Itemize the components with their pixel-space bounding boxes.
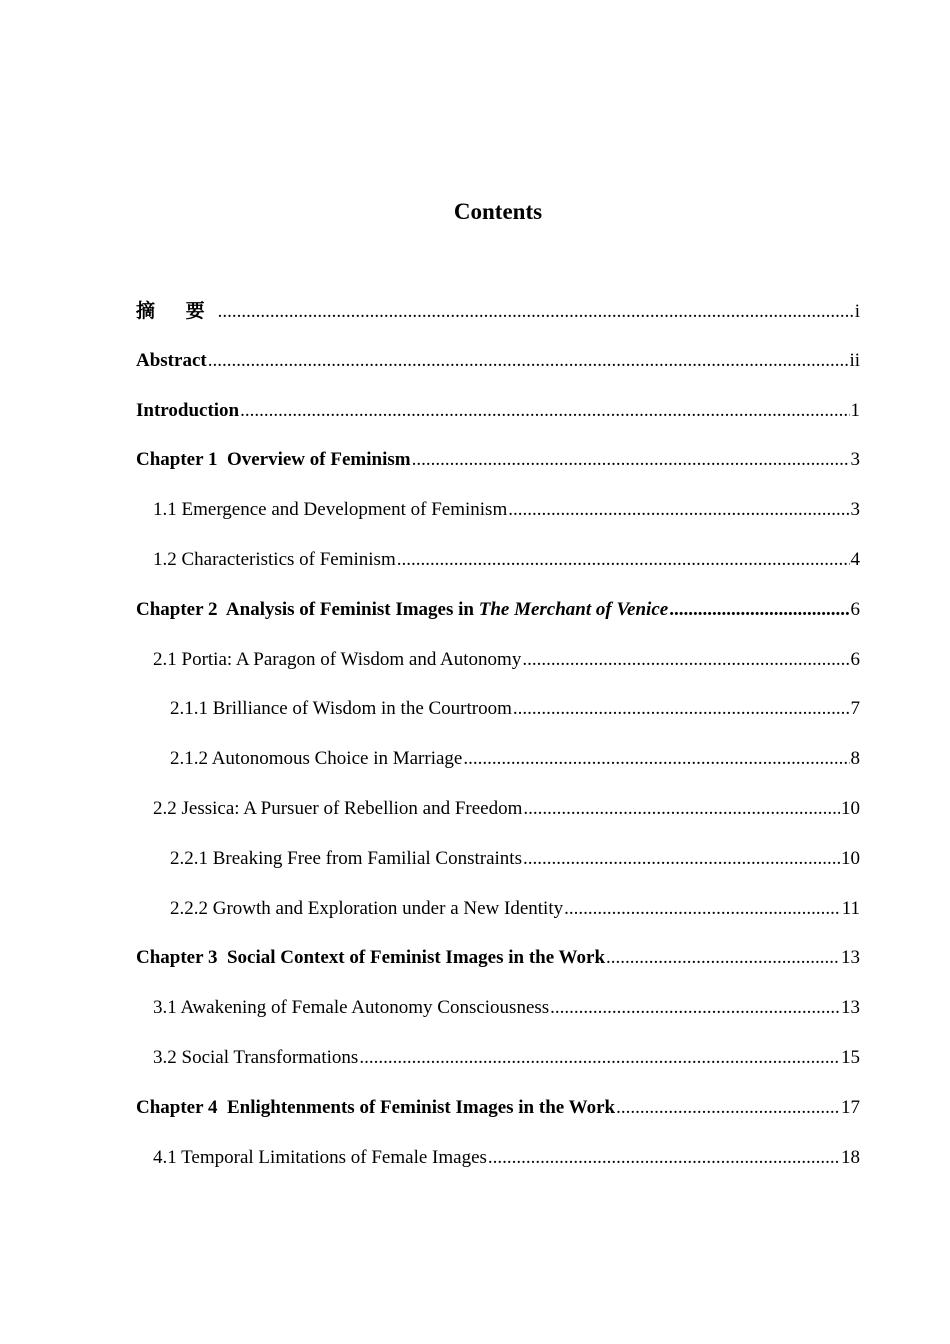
- toc-page-number: i: [854, 301, 860, 322]
- toc-page-number: 11: [841, 897, 860, 919]
- toc-page-number: 6: [850, 598, 860, 620]
- toc-page-number: 1: [850, 399, 860, 421]
- toc-entry-section-2-2-1[interactable]: [136, 843, 860, 893]
- toc-entry-chapter-2[interactable]: [136, 594, 860, 644]
- toc-entry-label: 2.1 Portia: A Paragon of Wisdom and Autonomy: [153, 648, 522, 670]
- toc-entry-introduction[interactable]: [136, 395, 860, 445]
- dot-leader: [508, 494, 849, 526]
- toc-entry-chapter-1[interactable]: [136, 444, 860, 494]
- dot-leader: [513, 693, 850, 725]
- toc-page-number: 13: [841, 947, 860, 969]
- toc-entry-abstract[interactable]: [136, 345, 860, 395]
- dot-leader: [523, 793, 840, 825]
- toc-page-number: 3: [850, 499, 860, 521]
- toc-entry-label: 3.2 Social Transformations: [153, 1046, 359, 1068]
- toc-page-number: ii: [849, 349, 860, 371]
- toc-page-number: 7: [850, 698, 860, 720]
- dot-leader: [564, 893, 841, 925]
- toc-page-number: 18: [841, 1146, 860, 1168]
- dot-leader: [218, 296, 854, 328]
- toc-entry-label: 2.2.2 Growth and Exploration under a New Identity: [170, 897, 564, 919]
- toc-entry-chapter-3[interactable]: [136, 942, 860, 992]
- toc-entry-label: Abstract: [136, 349, 207, 371]
- toc-entry-label: 4.1 Temporal Limitations of Female Images: [153, 1146, 487, 1168]
- dot-leader: [550, 992, 840, 1024]
- dot-leader: [616, 1092, 840, 1124]
- toc-entry-section-3-2[interactable]: [136, 1042, 860, 1092]
- toc-entry-chapter-4[interactable]: [136, 1092, 860, 1142]
- toc-entry-label: 2.1.1 Brilliance of Wisdom in the Courtroom: [170, 698, 512, 720]
- toc-entry-label-italic: The Merchant of Venice: [478, 598, 669, 620]
- dot-leader: [523, 843, 840, 875]
- toc-page-number: 13: [841, 997, 860, 1019]
- toc-entry-section-1-1[interactable]: [136, 494, 860, 544]
- toc-page-number: 4: [850, 548, 860, 570]
- dot-leader: [463, 743, 849, 775]
- toc-page-number: 10: [841, 847, 860, 869]
- toc-entry-section-2-1-1[interactable]: [136, 693, 860, 743]
- toc-entry-label: Chapter 1 Overview of Feminism: [136, 449, 411, 471]
- dot-leader: [208, 345, 849, 377]
- dot-leader: [669, 594, 849, 626]
- dot-leader: [606, 942, 840, 974]
- toc-entry-label: 2.2 Jessica: A Pursuer of Rebellion and Freedom: [153, 797, 523, 819]
- toc-entry-section-2-1-2[interactable]: [136, 743, 860, 793]
- toc-entry-label: 2.1.2 Autonomous Choice in Marriage: [170, 748, 463, 770]
- toc-page-number: 17: [841, 1096, 860, 1118]
- table-of-contents: [136, 295, 860, 1191]
- toc-entry-label: Chapter 4 Enlightenments of Feminist Images in the Work: [136, 1096, 616, 1118]
- toc-entry-section-4-1[interactable]: [136, 1142, 860, 1192]
- toc-entry-section-3-1[interactable]: [136, 992, 860, 1042]
- toc-page-number: 8: [850, 748, 860, 770]
- toc-entry-section-1-2[interactable]: [136, 544, 860, 594]
- toc-entry-section-2-2-2[interactable]: [136, 893, 860, 943]
- toc-entry-label: 2.2.1 Breaking Free from Familial Constraints: [170, 847, 522, 869]
- toc-page-number: 3: [850, 449, 860, 471]
- dot-leader: [240, 395, 849, 427]
- toc-entry-label: 1.1 Emergence and Development of Feminism: [153, 499, 508, 521]
- toc-entry-label-text: Chapter 2 Analysis of Feminist Images in: [136, 598, 479, 620]
- dot-leader: [397, 544, 850, 576]
- toc-entry-label: 1.2 Characteristics of Feminism: [153, 548, 396, 570]
- toc-entry-label: Chapter 3 Social Context of Feminist Images in the Work: [136, 947, 606, 969]
- toc-entry-label: 3.1 Awakening of Female Autonomy Consciousness: [153, 997, 550, 1019]
- toc-entry-section-2-2[interactable]: [136, 793, 860, 843]
- page-title: Contents: [453, 199, 543, 224]
- dot-leader: [522, 644, 849, 676]
- dot-leader: [412, 444, 850, 476]
- toc-entry-label: Introduction: [136, 399, 240, 421]
- toc-entry-label: 摘 要: [136, 300, 217, 322]
- toc-page-number: 10: [841, 797, 860, 819]
- toc-page-number: 6: [850, 648, 860, 670]
- toc-entry-label: [136, 594, 668, 626]
- toc-entry-abstract-chinese[interactable]: [136, 295, 860, 345]
- toc-entry-section-2-1[interactable]: [136, 644, 860, 694]
- dot-leader: [359, 1042, 840, 1074]
- dot-leader: [488, 1142, 840, 1174]
- toc-page-number: 15: [841, 1046, 860, 1068]
